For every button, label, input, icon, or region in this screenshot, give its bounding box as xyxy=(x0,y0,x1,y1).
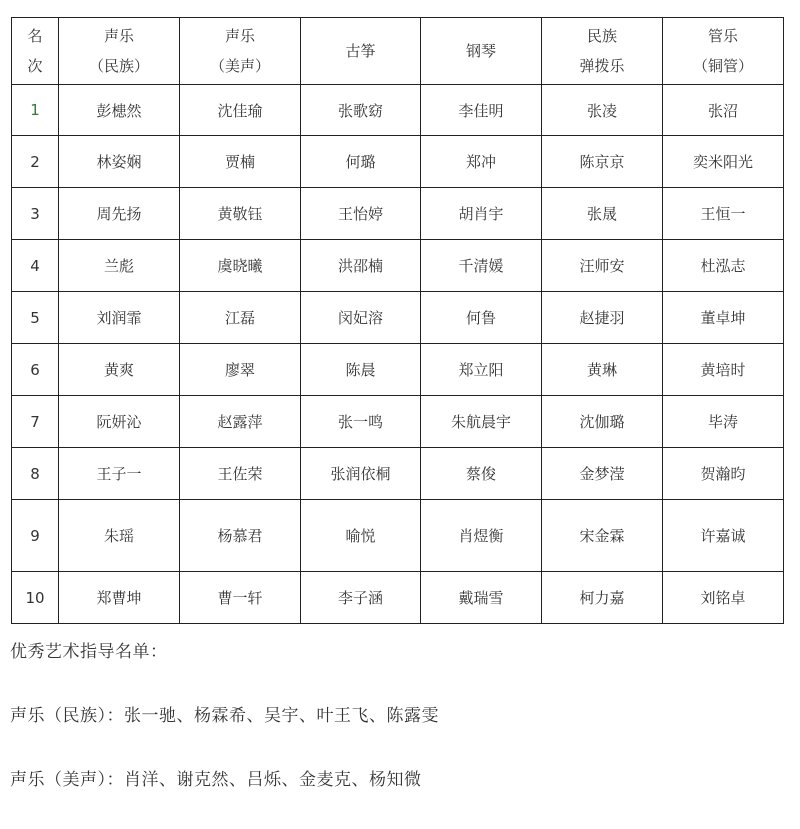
rank-cell: 7 xyxy=(12,396,59,448)
header-vocal-bel-canto-line1: 声乐 xyxy=(224,27,255,45)
table-cell: 张晟 xyxy=(542,188,663,240)
header-vocal-folk xyxy=(59,18,180,85)
ranking-table-container xyxy=(11,17,784,624)
rank-cell: 8 xyxy=(12,448,59,500)
table-cell: 柯力嘉 xyxy=(542,572,663,624)
header-brass-line2: （铜管） xyxy=(692,57,753,75)
rank-cell: 3 xyxy=(12,188,59,240)
header-vocal-bel-canto-line2: （美声） xyxy=(209,57,270,75)
art-instructor-notes xyxy=(10,637,439,829)
table-cell: 汪师安 xyxy=(542,240,663,292)
header-brass xyxy=(663,18,784,85)
table-cell: 董卓坤 xyxy=(663,292,784,344)
table-cell: 沈伽璐 xyxy=(542,396,663,448)
table-cell: 张歌窈 xyxy=(301,85,421,136)
table-cell: 金梦滢 xyxy=(542,448,663,500)
table-cell: 郑冲 xyxy=(421,136,542,188)
table-cell: 王恒一 xyxy=(663,188,784,240)
header-guzheng-line1: 古筝 xyxy=(345,42,376,60)
table-cell: 喻悦 xyxy=(301,500,421,572)
table-row xyxy=(12,136,784,188)
table-row xyxy=(12,240,784,292)
table-cell: 宋金霖 xyxy=(542,500,663,572)
table-cell: 洪邵楠 xyxy=(301,240,421,292)
rank-cell: 1 xyxy=(12,85,59,136)
notes-heading: 优秀艺术指导名单： xyxy=(10,642,168,662)
header-brass-line1: 管乐 xyxy=(707,27,738,45)
rank-cell: 2 xyxy=(12,136,59,188)
table-cell: 闵妃溶 xyxy=(301,292,421,344)
table-cell: 郑立阳 xyxy=(421,344,542,396)
table-cell: 朱航晨宇 xyxy=(421,396,542,448)
ranking-table xyxy=(11,17,784,624)
header-piano-line1: 钢琴 xyxy=(465,42,496,60)
rank-cell: 6 xyxy=(12,344,59,396)
header-folk-plucked-line1: 民族 xyxy=(586,27,617,45)
table-cell: 郑曹坤 xyxy=(59,572,180,624)
table-cell: 贺瀚昀 xyxy=(663,448,784,500)
table-cell: 毕涛 xyxy=(663,396,784,448)
header-folk-plucked xyxy=(542,18,663,85)
table-row xyxy=(12,344,784,396)
table-row xyxy=(12,85,784,136)
table-cell: 兰彪 xyxy=(59,240,180,292)
table-cell: 李子涵 xyxy=(301,572,421,624)
table-cell: 刘铭卓 xyxy=(663,572,784,624)
table-cell: 曹一轩 xyxy=(180,572,301,624)
table-cell: 何璐 xyxy=(301,136,421,188)
table-cell: 沈佳瑜 xyxy=(180,85,301,136)
table-cell: 张沼 xyxy=(663,85,784,136)
rank-cell: 9 xyxy=(12,500,59,572)
header-rank-line2: 次 xyxy=(27,57,43,75)
table-cell: 蔡俊 xyxy=(421,448,542,500)
table-cell: 王佐荣 xyxy=(180,448,301,500)
table-cell: 戴瑞雪 xyxy=(421,572,542,624)
table-cell: 王怡婷 xyxy=(301,188,421,240)
table-cell: 杨慕君 xyxy=(180,500,301,572)
table-cell: 杜泓志 xyxy=(663,240,784,292)
header-rank-line1: 名 xyxy=(27,27,43,45)
table-cell: 陈晨 xyxy=(301,344,421,396)
rank-cell: 5 xyxy=(12,292,59,344)
table-cell: 千清媛 xyxy=(421,240,542,292)
table-cell: 张凌 xyxy=(542,85,663,136)
header-vocal-folk-line2: （民族） xyxy=(88,57,149,75)
table-row xyxy=(12,572,784,624)
table-row xyxy=(12,292,784,344)
header-rank xyxy=(12,18,59,85)
table-cell: 刘润霏 xyxy=(59,292,180,344)
rank-cell: 4 xyxy=(12,240,59,292)
table-cell: 周先扬 xyxy=(59,188,180,240)
table-cell: 赵捷羽 xyxy=(542,292,663,344)
notes-vocal-folk-line: 声乐（民族）：张一驰、杨霖希、吴宇、叶王飞、陈露雯 xyxy=(10,706,439,726)
table-cell: 张一鸣 xyxy=(301,396,421,448)
header-piano xyxy=(421,18,542,85)
table-cell: 陈京京 xyxy=(542,136,663,188)
table-cell: 朱瑶 xyxy=(59,500,180,572)
header-vocal-folk-line1: 声乐 xyxy=(103,27,134,45)
table-cell: 廖翠 xyxy=(180,344,301,396)
table-cell: 王子一 xyxy=(59,448,180,500)
table-cell: 许嘉诚 xyxy=(663,500,784,572)
table-cell: 黄琳 xyxy=(542,344,663,396)
table-cell: 赵露萍 xyxy=(180,396,301,448)
table-cell: 阮妍沁 xyxy=(59,396,180,448)
table-cell: 黄敬钰 xyxy=(180,188,301,240)
table-cell: 李佳明 xyxy=(421,85,542,136)
rank-cell: 10 xyxy=(12,572,59,624)
table-cell: 贾楠 xyxy=(180,136,301,188)
table-cell: 胡肖宇 xyxy=(421,188,542,240)
header-folk-plucked-line2: 弹拨乐 xyxy=(579,57,625,75)
table-cell: 彭槵然 xyxy=(59,85,180,136)
table-cell: 奕米阳光 xyxy=(663,136,784,188)
table-cell: 黄爽 xyxy=(59,344,180,396)
header-guzheng xyxy=(301,18,421,85)
table-cell: 何鲁 xyxy=(421,292,542,344)
table-row xyxy=(12,188,784,240)
table-cell: 林姿娴 xyxy=(59,136,180,188)
table-row xyxy=(12,396,784,448)
notes-vocal-bel-canto-line: 声乐（美声）：肖洋、谢克然、吕烁、金麦克、杨知微 xyxy=(10,770,422,790)
table-cell: 虞晓曦 xyxy=(180,240,301,292)
table-cell: 黄培时 xyxy=(663,344,784,396)
table-row xyxy=(12,448,784,500)
table-cell: 张润依桐 xyxy=(301,448,421,500)
table-cell: 江磊 xyxy=(180,292,301,344)
header-vocal-bel-canto xyxy=(180,18,301,85)
table-cell: 肖煜衡 xyxy=(421,500,542,572)
table-header-row xyxy=(12,18,784,85)
table-row xyxy=(12,500,784,572)
